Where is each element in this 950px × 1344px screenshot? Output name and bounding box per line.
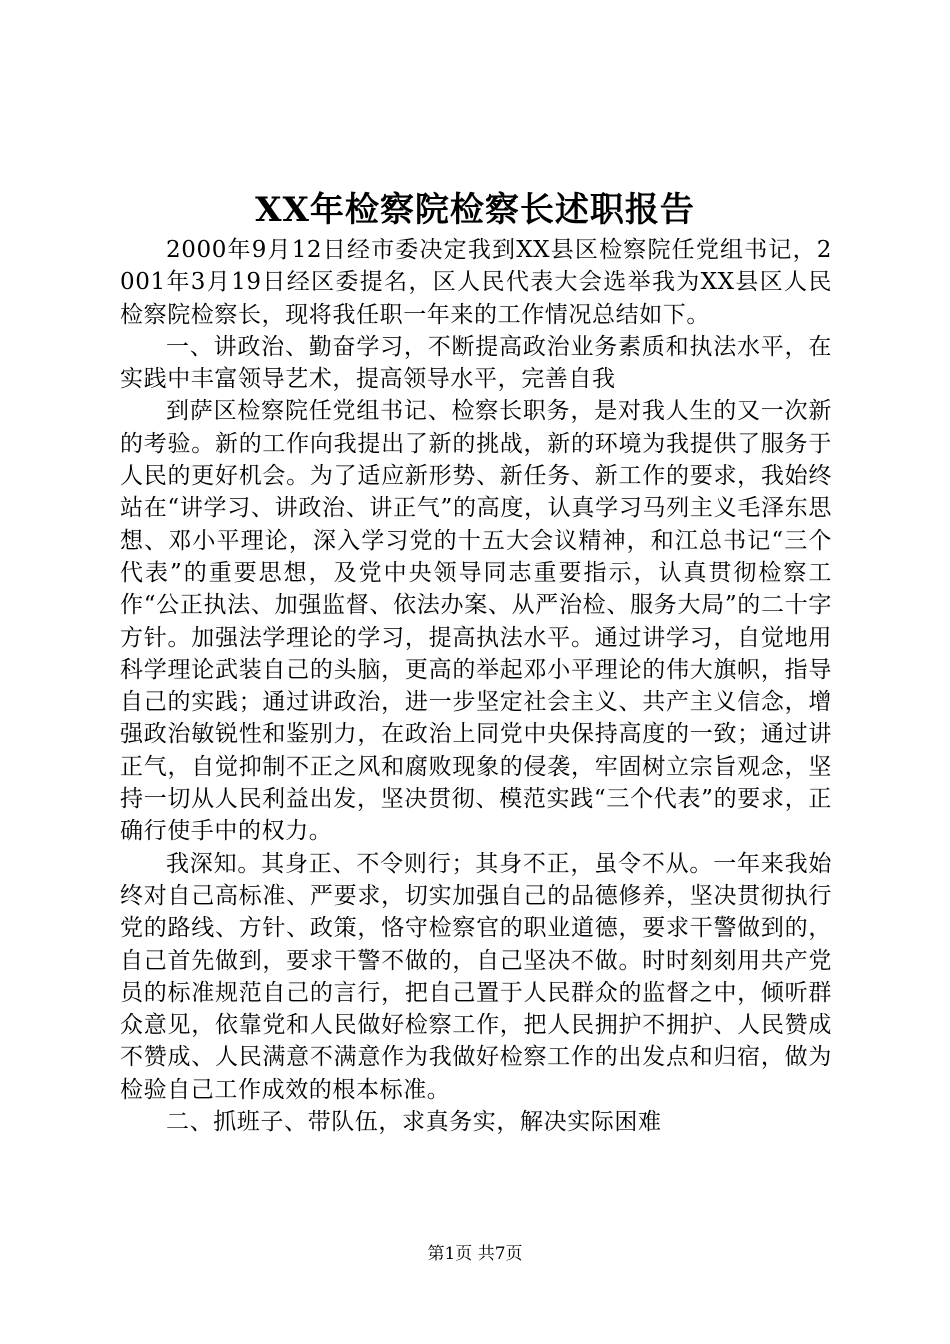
page-number-footer: 第1页 共7页: [427, 1244, 523, 1264]
section-heading-2: 二、抓班子、带队伍，求真务实，解决实际困难: [166, 1109, 662, 1136]
section-heading-1: 一、讲政治、勤奋学习，不断提高政治业务素质和执法水平，在实践中丰富领导艺术，提高领导水平，完善自我: [120, 333, 832, 393]
paragraph-intro: 2000年9月12日经市委决定我到XX县区检察院任党组书记，2001年3月19日经区委提名，区人民代表大会选举我为XX县区人民检察院检察长，现将我任职一年来的工作情况总结如下。: [120, 237, 832, 328]
document-body: [120, 234, 832, 1138]
paragraph-study: 到萨区检察院任党组书记、检察长职务，是对我人生的又一次新的考验。新的工作向我提出了新的挑战，新的环境为我提供了服务于人民的更好机会。为了适应新形势、新任务、新工作的要求，我始终站在“讲学习、讲政治、讲正气”的高度，认真学习马列主义毛泽东思想、邓小平理论，深入学习党的十五大会议精神，和江总书记“三个代表”的重要思想，及党中央领导同志重要指示，认真贯彻检察工作“公正执法、加强监督、依法办案、从严治检、服务大局”的二十字方针。加强法学理论的学习，提高执法水平。通过讲学习，自觉地用科学理论武装自己的头脑，更高的举起邓小平理论的伟大旗帜，指导自己的实践；通过讲政治，进一步坚定社会主义、共产主义信念，增强政治敏锐性和鉴别力，在政治上同党中央保持高度的一致；通过讲正气，自觉抑制不正之风和腐败现象的侵袭，牢固树立宗旨观念，坚持一切从人民利益出发，坚决贯彻、模范实践“三个代表”的要求，正确行使手中的权力。: [120, 398, 832, 845]
document-title: XX年检察院检察长述职报告: [255, 190, 695, 230]
paragraph-self-discipline: 我深知。其身正、不令则行；其身不正，虽令不从。一年来我始终对自己高标准、严要求，切实加强自己的品德修养，坚决贯彻执行党的路线、方针、政策，恪守检察官的职业道德，要求干警做到的，自己首先做到，要求干警不做的，自己坚决不做。时时刻刻用共产党员的标准规范自己的言行，把自己置于人民群众的监督之中，倾听群众意见，依靠党和人民做好检察工作，把人民拥护不拥护、人民赞成不赞成、人民满意不满意作为我做好检察工作的出发点和归宿，做为检验自己工作成效的根本标准。: [120, 850, 832, 1103]
